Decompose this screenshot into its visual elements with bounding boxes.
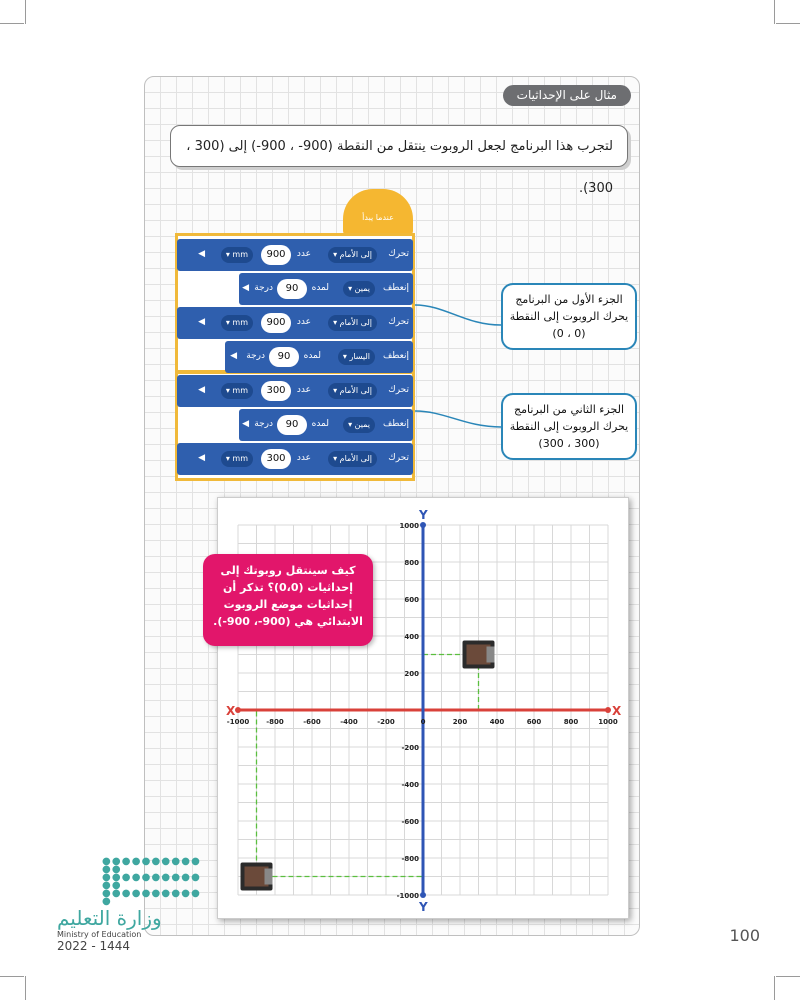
crop-mark xyxy=(776,976,800,977)
turn-block[interactable]: إنعطف اليسار ▾ لمده 90 درجة ◀ xyxy=(225,341,413,373)
collapse-arrow-icon[interactable]: ◀ xyxy=(242,283,249,293)
turn-direction-dropdown[interactable]: يمين ▾ xyxy=(343,281,375,297)
collapse-arrow-icon[interactable]: ◀ xyxy=(230,351,237,361)
callout-part-2: الجزء الثاني من البرنامج يحرك الروبوت إلى النقطة (300 ، 300) xyxy=(501,393,637,460)
y-tick-label: 200 xyxy=(404,670,419,678)
ministry-year: 2022 - 1444 xyxy=(57,939,131,953)
crop-mark xyxy=(25,976,26,1000)
direction-dropdown[interactable]: إلى الأمام ▾ xyxy=(328,383,377,399)
collapse-arrow-icon[interactable]: ◀ xyxy=(198,453,205,463)
robot-end-sensor xyxy=(487,647,495,663)
turn-direction-dropdown[interactable]: اليسار ▾ xyxy=(338,349,375,365)
when-started-block[interactable]: عندما يبدأ xyxy=(343,189,413,235)
x-tick-label: -1000 xyxy=(226,718,250,726)
collapse-arrow-icon[interactable]: ◀ xyxy=(198,385,205,395)
task-text: لتجرب هذا البرنامج لجعل الروبوت ينتقل من النقطة (900- ، 900-) إلى (300 ، 300). xyxy=(170,125,628,167)
distance-input[interactable]: 900 xyxy=(261,313,291,333)
y-tick-label: 600 xyxy=(404,596,419,604)
distance-input[interactable]: 300 xyxy=(261,449,291,469)
x-axis-end xyxy=(235,707,241,713)
y-axis-end xyxy=(420,522,426,528)
y-axis-label: Y xyxy=(419,508,428,522)
x-axis-label: X xyxy=(226,704,236,718)
unit-dropdown[interactable]: mm ▾ xyxy=(221,247,253,263)
angle-input[interactable]: 90 xyxy=(269,347,299,367)
x-axis-end xyxy=(605,707,611,713)
y-tick-label: 400 xyxy=(404,633,419,641)
y-tick-label: -400 xyxy=(401,781,419,789)
move-block[interactable]: تحرك إلى الأمام ▾ عدد 300 mm ▾ ◀ xyxy=(177,375,413,407)
ministry-arabic: وزارة التعليم xyxy=(57,906,162,930)
x-tick-label: 600 xyxy=(526,718,542,726)
unit-dropdown[interactable]: mm ▾ xyxy=(221,451,253,467)
y-tick-label: 1000 xyxy=(399,522,419,530)
turn-block[interactable]: إنعطف يمين ▾ لمده 90 درجة ◀ xyxy=(239,409,413,441)
logo-dots: ● ● ● ● ● ● ● ● ● ● ● ● ● ● ● ● ● ● ● ● ● ● ● ● ● ● ● ● ● ● ● ● ● ● ● xyxy=(102,856,199,907)
x-tick-label: 200 xyxy=(452,718,468,726)
x-tick-label: 400 xyxy=(489,718,505,726)
turn-block[interactable]: إنعطف يمين ▾ لمده 90 درجة ◀ xyxy=(239,273,413,305)
crop-mark xyxy=(0,976,24,977)
y-tick-label: -200 xyxy=(401,744,419,752)
crop-mark xyxy=(776,23,800,24)
x-tick-label: 1000 xyxy=(598,718,618,726)
crop-mark xyxy=(774,0,775,24)
ministry-logo xyxy=(57,858,207,953)
collapse-arrow-icon[interactable]: ◀ xyxy=(242,419,249,429)
y-axis-label: Y xyxy=(419,900,428,914)
question-box: كيف سينتقل روبوتك إلى إحداثيات (0،0)؟ تذكر أن إحداثيات موضع الروبوت الابتدائي هي (900-، 900-). xyxy=(203,554,373,646)
x-axis-label: X xyxy=(612,704,622,718)
example-panel xyxy=(144,76,640,936)
x-tick-label: 800 xyxy=(563,718,579,726)
x-tick-label: -200 xyxy=(377,718,395,726)
robot-start-sensor xyxy=(265,869,273,885)
y-tick-label: -800 xyxy=(401,855,419,863)
direction-dropdown[interactable]: إلى الأمام ▾ xyxy=(328,315,377,331)
angle-input[interactable]: 90 xyxy=(277,279,307,299)
x-tick-label: -400 xyxy=(340,718,358,726)
unit-dropdown[interactable]: mm ▾ xyxy=(221,383,253,399)
direction-dropdown[interactable]: إلى الأمام ▾ xyxy=(328,451,377,467)
crop-mark xyxy=(774,976,775,1000)
collapse-arrow-icon[interactable]: ◀ xyxy=(198,249,205,259)
turn-direction-dropdown[interactable]: يمين ▾ xyxy=(343,417,375,433)
angle-input[interactable]: 90 xyxy=(277,415,307,435)
distance-input[interactable]: 300 xyxy=(261,381,291,401)
y-tick-label: 800 xyxy=(404,559,419,567)
y-tick-label: -600 xyxy=(401,818,419,826)
collapse-arrow-icon[interactable]: ◀ xyxy=(198,317,205,327)
move-block[interactable]: تحرك إلى الأمام ▾ عدد 900 mm ▾ ◀ xyxy=(177,307,413,339)
direction-dropdown[interactable]: إلى الأمام ▾ xyxy=(328,247,377,263)
page-number: 100 xyxy=(729,926,760,945)
x-tick-label: -800 xyxy=(266,718,284,726)
y-tick-label: -1000 xyxy=(396,892,419,900)
distance-input[interactable]: 900 xyxy=(261,245,291,265)
section-tag: مثال على الإحداثيات xyxy=(503,85,631,106)
y-axis-end xyxy=(420,892,426,898)
crop-mark xyxy=(25,0,26,24)
x-tick-label: -600 xyxy=(303,718,321,726)
crop-mark xyxy=(0,23,24,24)
move-block[interactable]: تحرك إلى الأمام ▾ عدد 300 mm ▾ ◀ xyxy=(177,443,413,475)
x-tick-label: 0 xyxy=(420,718,426,726)
ministry-english: Ministry of Education xyxy=(57,930,142,939)
move-block[interactable]: تحرك إلى الأمام ▾ عدد 900 mm ▾ ◀ xyxy=(177,239,413,271)
callout-part-1: الجزء الأول من البرنامج يحرك الروبوت إلى النقطة (0 ، 0) xyxy=(501,283,637,350)
unit-dropdown[interactable]: mm ▾ xyxy=(221,315,253,331)
